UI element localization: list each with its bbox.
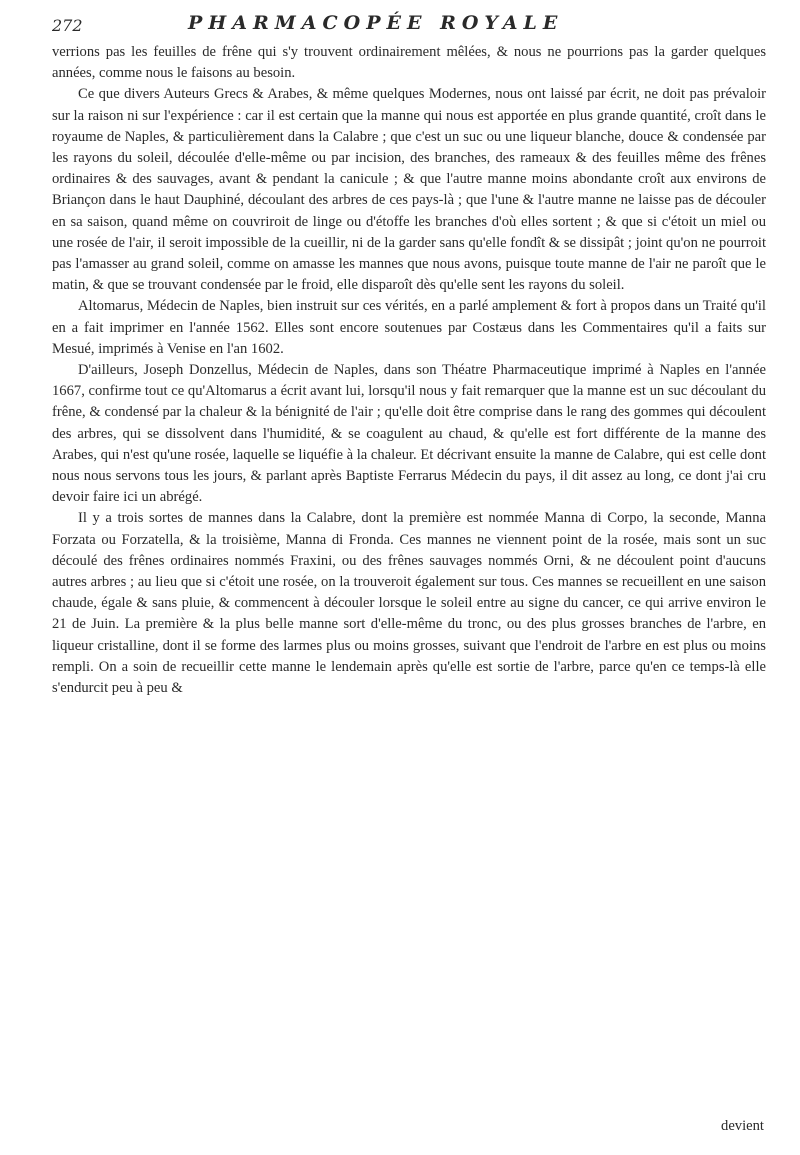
running-title: PHARMACOPÉE ROYALE — [188, 12, 564, 34]
paragraph: D'ailleurs, Joseph Donzellus, Médecin de Naples, dans son Théatre Pharmaceutique imprimé à Naples en l'année 1667, confirme tout ce qu'Altomarus a écrit avant lui, lorsqu'il nous y fait remarquer que la manne est un suc découlant du frêne, & condensé par la chaleur & la bénignité de l'air ; qu'elle doit être comprise dans le rang des gommes qui découlent des arbres, qui se dissolvent dans l'humidité, & se coagulent au chaud, & qu'elle est fort différente de la manne des Arabes, qui n'est qu'une rosée, laquelle se liquéfie à la chaleur. Et décrivant ensuite la manne de Calabre, qui est celle dont nous nous servons tous les jours, & parlant après Baptiste Ferrarus Médecin du pays, il dit assez au long, ce dont j'ai cru devoir faire ici un abrégé. — [52, 362, 767, 506]
paragraph: Ce que divers Auteurs Grecs & Arabes, & même quelques Modernes, nous ont laissé par écrit, ne doit pas prévaloir sur la raison ni sur l'expérience : car il est certain que la manne qui nous est apportée en plus grande quantité, croît dans le royaume de Naples, & particulièrement dans la Calabre ; que c'est un suc ou une liqueur blanche, douce & condensée par les rayons du soleil, découlée d'elle-même ou par incision, des branches, des rameaux & des feuilles même des frênes ordinaires & des sauvages, avant & pendant la canicule ; & que l'autre manne moins abondante croît aux environs de Briançon dans le haut Dauphiné, découlant des arbres de ces pays-là ; que l'une & l'autre manne ne laisse pas de découler en sa saison, quand même on couvriroit de linge ou d'étoffe les branches d'où elles sortent ; & que si c'étoit un miel ou une rosée de l'air, il seroit impossible de la cueillir, ni de la garder sans qu'elle fondît & se dissipât ; joint qu'on ne pourroit pas l'amasser au grand soleil, comme on amasse les mannes que nous avons, puisque toute manne de l'air ne paroît que le matin, & que se trouvant condensée par le froid, elle disparoît dès qu'elle sent les rayons du soleil. — [52, 86, 766, 294]
paragraph-continuation: verrions pas les feuilles de frêne qui s'y trouvent ordinairement mêlées, & nous ne pourrions pas la garder quelques années, comme nous le faisons au besoin. — [52, 44, 766, 82]
paragraph: Altomarus, Médecin de Naples, bien instruit sur ces vérités, en a parlé amplement & fort à propos dans un Traité qu'il en a fait imprimer en l'année 1562. Elles sont encore soutenues par Costæus dans les Commentaires qu'il a faits sur Mesué, imprimés à Venise en l'an 1602. — [52, 298, 766, 357]
page-number: 272 — [52, 16, 83, 35]
page-header — [52, 10, 764, 40]
paragraph: Il y a trois sortes de mannes dans la Calabre, dont la première est nommée Manna di Corpo, la seconde, Manna Forzata ou Forzatella, & la troisième, Manna di Fronda. Ces mannes ne viennent point de la rosée, mais sont un suc découlé des frênes ordinaires nommés Fraxini, ou des frênes sauvages nommés Orni, & ne découlent point d'aucuns autres arbres ; au lieu que si c'étoit une rosée, on la trouveroit également sur tous. Ces mannes se recueillent en une saison chaude, égale & sans pluie, & commencent à découler lorsque le soleil entre au signe du cancer, ce qui arrive environ le 21 de Juin. La première & la plus belle manne sort d'elle-même du tronc, ou des plus grosses branches de l'arbre, en liqueur cristalline, dont il se forme des larmes plus ou moins grosses, suivant que l'endroit de l'arbre en est plus ou moins rempli. On a soin de recueillir cette manne le lendemain après qu'elle est sortie de l'arbre, parce qu'en ce temps-là elle s'endurcit peu à peu & — [52, 510, 766, 697]
catchword: devient — [721, 1118, 764, 1134]
body-text — [52, 42, 766, 699]
